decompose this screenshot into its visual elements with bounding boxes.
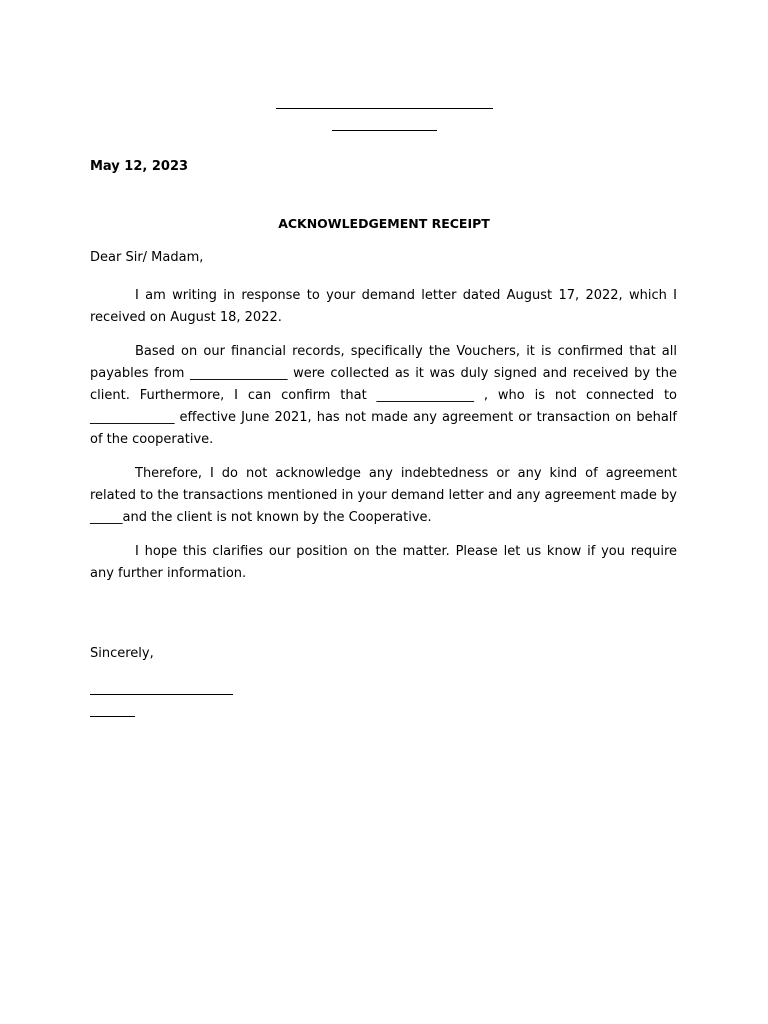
sender-name-blank	[276, 108, 493, 109]
document-title: ACKNOWLEDGEMENT RECEIPT	[278, 216, 490, 231]
letter-date: May 12, 2023	[90, 159, 189, 174]
sender-position-blank	[332, 130, 437, 131]
paragraph-records: Based on our financial records, specifically the Vouchers, it is confirmed that all payables from _______________ were collected as it was duly signed and received by the client. Furthermore, I can confirm that _______________ , who is not connected to _____________ effective June 2021, has not made any agreement or transaction on behalf of the cooperative.	[90, 344, 677, 447]
closing: Sincerely,	[90, 646, 154, 661]
paragraph-response: I am writing in response to your demand letter dated August 17, 2022, which I received on August 18, 2022.	[90, 288, 677, 325]
signature-title-blank	[90, 716, 135, 717]
paragraph-closing-remark: I hope this clarifies our position on the matter. Please let us know if you require any further information.	[90, 544, 677, 581]
signature-name-blank	[90, 694, 233, 695]
salutation: Dear Sir/ Madam,	[90, 250, 204, 265]
letter-body	[90, 285, 677, 597]
paragraph-non-acknowledgement: Therefore, I do not acknowledge any indebtedness or any kind of agreement related to the transactions mentioned in your demand letter and any agreement made by _____and the client is not known by the Cooperative.	[90, 466, 677, 525]
